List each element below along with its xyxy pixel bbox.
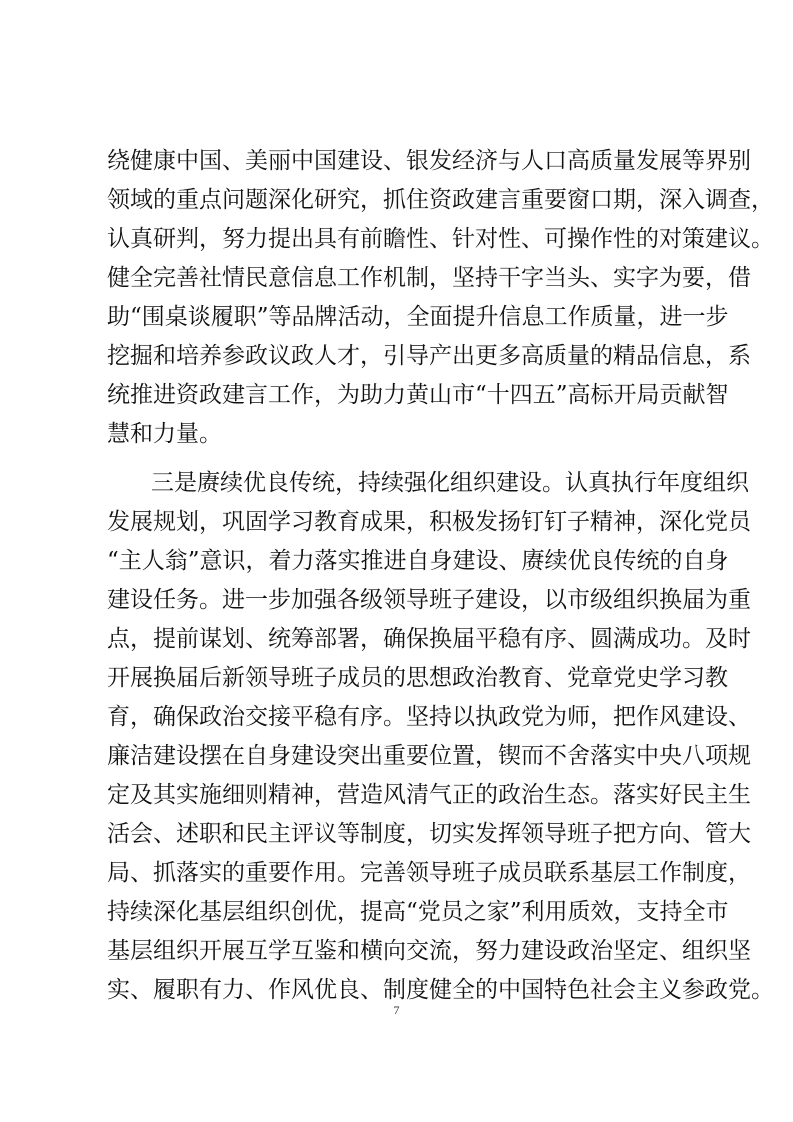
text-line: 三是赓续优良传统，持续强化组织建设。认真执行年度组织 [151, 470, 749, 496]
text-line: 统推进资政建言工作，为助力黄山市“十四五”高标开局贡献智 [107, 382, 729, 408]
text-line: 助“围桌谈履职”等品牌活动，全面提升信息工作质量，进一步 [107, 304, 729, 330]
paragraph-2 [107, 464, 774, 1010]
text-line: 领域的重点问题深化研究，抓住资政建言重要窗口期，深入调查， [107, 187, 774, 213]
page-number: 7 [393, 1003, 400, 1017]
body-text [107, 142, 774, 1020]
text-line: 慧和力量。 [107, 421, 222, 447]
text-line: 绕健康中国、美丽中国建设、银发经济与人口高质量发展等界别 [107, 148, 751, 174]
text-line: 挖掘和培养参政议政人才，引导产出更多高质量的精品信息，系 [107, 343, 751, 369]
text-line: 认真研判，努力提出具有前瞻性、针对性、可操作性的对策建议。 [107, 226, 774, 252]
text-line: 健全完善社情民意信息工作机制，坚持干字当头、实字为要，借 [107, 265, 751, 291]
text-line: 发展规划，巩固学习教育成果，积极发扬钉钉子精神，深化党员 [107, 509, 751, 535]
text-line: 定及其实施细则精神，营造风清气正的政治生态。落实好民主生 [107, 782, 751, 808]
text-line: 廉洁建设摆在自身建设突出重要位置，锲而不舍落实中央八项规 [107, 743, 751, 769]
text-line: 建设任务。进一步加强各级领导班子建设，以市级组织换届为重 [107, 587, 751, 613]
text-line: 活会、述职和民主评议等制度，切实发挥领导班子把方向、管大 [107, 821, 751, 847]
text-line: 育，确保政治交接平稳有序。坚持以执政党为师，把作风建设、 [107, 704, 751, 730]
paragraph-1 [107, 142, 774, 454]
text-line: 基层组织开展互学互鉴和横向交流，努力建设政治坚定、组织坚 [107, 938, 751, 964]
text-line: 实、履职有力、作风优良、制度健全的中国特色社会主义参政党。 [107, 977, 774, 1003]
text-line: “主人翁”意识，着力落实推进自身建设、赓续优良传统的自身 [107, 548, 729, 574]
text-line: 点，提前谋划、统筹部署，确保换届平稳有序、圆满成功。及时 [107, 626, 751, 652]
text-line: 开展换届后新领导班子成员的思想政治教育、党章党史学习教 [107, 665, 728, 691]
text-line: 局、抓落实的重要作用。完善领导班子成员联系基层工作制度， [107, 860, 751, 886]
text-line: 持续深化基层组织创优，提高“党员之家”利用质效，支持全市 [107, 899, 729, 925]
